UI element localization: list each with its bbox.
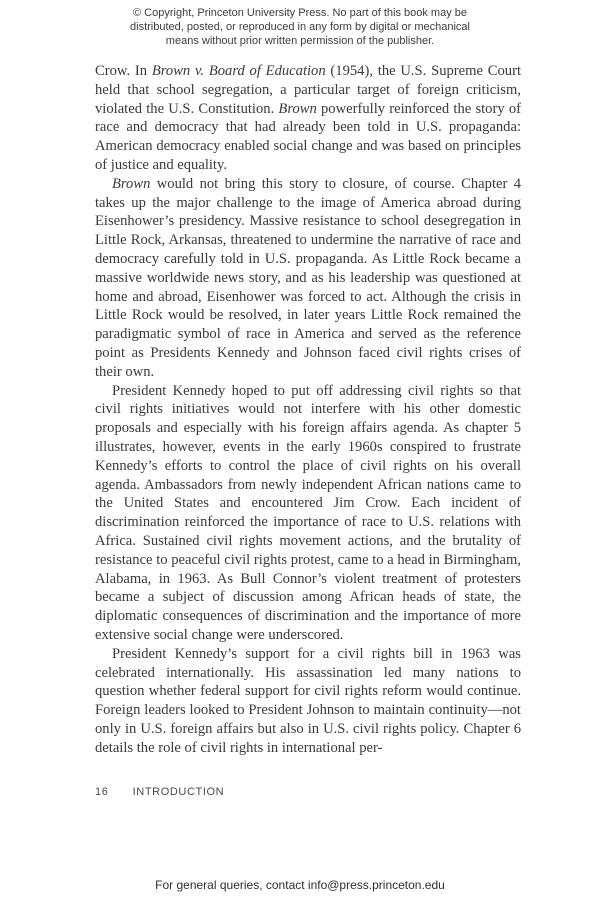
body-paragraph: [95, 62, 521, 175]
copyright-line-2: distributed, posted, or reproduced in any form by digital or mechanical: [130, 21, 470, 33]
copyright-line-3: means without prior written permission of the publisher.: [165, 35, 435, 47]
body-paragraph: [95, 382, 521, 645]
running-head: INTRODUCTION: [132, 786, 225, 798]
text-run: Crow. In: [95, 63, 152, 79]
running-footer: [95, 786, 224, 798]
page-number: 16: [95, 786, 109, 798]
page-body: [95, 62, 521, 757]
text-run: (1954), the U.S. Supreme Court held that school segregation, a particular target of foreign criticism, violated the U.S. Constitution.: [95, 63, 521, 117]
italic-text-run: Brown: [278, 100, 317, 117]
copyright-line-1: © Copyright, Princeton University Press. No part of this book may be: [133, 7, 467, 19]
italic-text-run: Brown v. Board of Education: [151, 63, 326, 79]
copyright-notice: [0, 6, 600, 48]
text-run: would not bring this story to closure, of course. Chapter 4 takes up the major challenge to the image of America abroad during Eisenhower’s presidency. Massive resistance to school desegregation in Little Rock, Arkansas, threatened to undermine the narrative of race and democracy carefully told in U.S. propaganda. As Little Rock became a massive worldwide news story, and as his leadership was questioned at home and abroad, Eisenhower was forced to act. Although the crisis in Little Rock would be resolved, in later years Little Rock remained the paradigmatic symbol of race in America and served as the reference point as Presidents Kennedy and Johnson faced civil rights crises of their own.: [95, 175, 521, 380]
text-run: powerfully reinforced the story of race and democracy that had already been told in U.S. propaganda: American democracy enabled social change and was based on principles of justice and equality.: [95, 100, 521, 173]
body-paragraph: [95, 645, 521, 758]
text-run: President Kennedy’s support for a civil rights bill in 1963 was celebrated internationally. His assassination led many nations to question whether federal support for civil rights reform would continue. Foreign leaders looked to President Johnson to maintain continuity—not only in U.S. foreign affairs but also in U.S. civil rights policy. Chapter 6 details the role of civil rights in international per-: [95, 645, 521, 756]
body-paragraph: [95, 175, 521, 382]
text-run: President Kennedy hoped to put off addressing civil rights so that civil rights initiatives would not interfere with his other domestic proposals and especially with his foreign affairs agenda. As chapter 5 illustrates, however, events in the early 1960s conspired to frustrate Kennedy’s efforts to control the place of civil rights on his overall agenda. Ambassadors from newly independent African nations came to the United States and encountered Jim Crow. Each incident of discrimination reinforced the importance of race to U.S. relations with Africa. Sustained civil rights movement actions, and the brutality of resistance to peaceful civil rights protest, came to a head in Birmingham, Alabama, in 1963. As Bull Connor’s violent treatment of protesters became a subject of discussion among African heads of state, the diplomatic consequences of discrimination and the importance of more extensive social change were underscored.: [95, 382, 521, 643]
italic-text-run: Brown: [112, 175, 151, 192]
queries-notice: For general queries, contact info@press.princeton.edu: [155, 878, 445, 892]
